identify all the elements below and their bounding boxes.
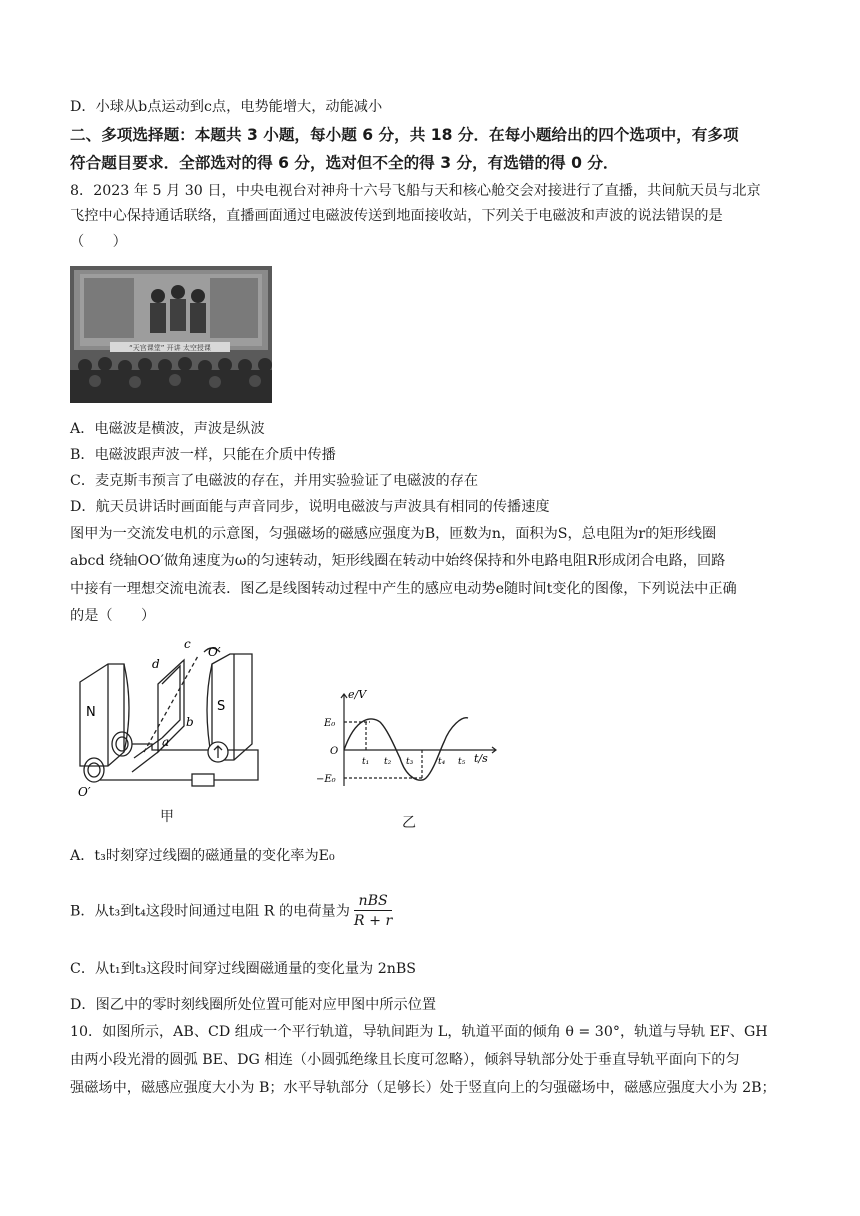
label-a: a: [162, 735, 170, 749]
tick-t3: t₃: [406, 757, 414, 767]
q9-option-d: D．图乙中的零时刻线圈所处位置可能对应甲图中所示位置: [70, 997, 437, 1013]
label-o-top: O′: [208, 645, 221, 659]
magnet-n-label: N: [86, 705, 96, 720]
q8-option-d: D．航天员讲话时画面能与声音同步，说明电磁波与声波具有相同的传播速度: [70, 499, 550, 515]
generator-diagram: [72, 634, 262, 799]
label-o-bottom: O′: [78, 785, 91, 799]
e0-label: E₀: [324, 718, 336, 729]
charge-fraction: [354, 892, 392, 931]
q9-option-b-text: B．从t₃到t₄这段时间通过电阻 R 的电荷量为: [70, 903, 350, 920]
q10-stem-line3: 强磁场中，磁感应强度大小为 B；水平导轨部分（足够长）处于竖直向上的匀强磁场中，磁感应强度大小为 2B；: [70, 1080, 776, 1096]
y-axis-label: e/V: [348, 688, 367, 701]
q9-option-a: A．t₃时刻穿过线圈的磁通量的变化率为E₀: [70, 848, 335, 864]
q8-blank: （ ）: [70, 234, 127, 250]
section-heading-line2: 符合题目要求．全部选对的得 6 分，选对但不全的得 3 分，有选错的得 0 分．: [70, 154, 619, 172]
q8-option-c: C．麦克斯韦预言了电磁波的存在，并用实验验证了电磁波的存在: [70, 473, 479, 489]
option-d-previous: D．小球从b点运动到c点，电势能增大，动能减小: [70, 99, 383, 115]
photo-banner: “天宫课堂” 开讲 太空授课: [129, 344, 211, 352]
q10-stem-line1: 10．如图所示，AB、CD 组成一个平行轨道，导轨间距为 L，轨道平面的倾角 θ = 30°，轨道与导轨 EF、GH: [70, 1024, 768, 1040]
tick-t2: t₂: [384, 757, 392, 767]
label-c: c: [184, 637, 191, 651]
tick-t4: t₄: [438, 757, 446, 767]
fraction-denominator: R + r: [353, 913, 393, 929]
q9-stem-line1: 图甲为一交流发电机的示意图，匀强磁场的磁感应强度为B，匝数为n，面积为S，总电阻为r的矩形线圈: [70, 526, 717, 542]
q9-stem-line4: 的是（ ）: [70, 608, 156, 624]
q8-stem-line1: 8．2023 年 5 月 30 日，中央电视台对神舟十六号飞船与天和核心舱交会对接进行了直播，共间航天员与北京: [70, 183, 761, 199]
q10-stem-line2: 由两小段光滑的圆弧 BE、DG 相连（小圆弧绝缘且长度可忽略），倾斜导轨部分处于垂直导轨平面向下的匀: [70, 1052, 740, 1068]
magnet-s-label: S: [217, 699, 226, 714]
section-heading-line1: 二、多项选择题：本题共 3 小题，每小题 6 分，共 18 分．在每小题给出的四个选项中，有多项: [70, 126, 739, 144]
figure-yi-caption: 乙: [402, 815, 416, 831]
label-b: b: [186, 715, 194, 729]
neg-e0-label: −E₀: [316, 774, 336, 785]
x-axis-label: t/s: [474, 752, 488, 765]
q9-stem-line3: 中接有一理想交流电流表．图乙是线图转动过程中产生的感应电动势e随时间t变化的图像，下列说法中正确: [70, 581, 737, 597]
broadcast-photo: [70, 266, 272, 403]
q8-option-b: B．电磁波跟声波一样，只能在介质中传播: [70, 447, 336, 463]
figure-jia-caption: 甲: [160, 809, 174, 825]
q9-option-b: [70, 892, 792, 931]
q9-stem-line2: abcd 绕轴OO′做角速度为ω的匀速转动，矩形线圈在转动中始终保持和外电路电阻R形成闭合电路，回路: [70, 553, 726, 569]
fraction-numerator: nBS: [354, 892, 392, 911]
broadcast-photo-image: [70, 266, 272, 403]
label-d: d: [152, 657, 160, 671]
q9-option-c: C．从t₁到t₃这段时间穿过线圈磁通量的变化量为 2nBS: [70, 961, 417, 977]
tick-t1: t₁: [362, 757, 370, 767]
q8-option-a: A．电磁波是横波，声波是纵波: [70, 421, 265, 437]
q8-stem-line2: 飞控中心保持通话联络，直播画面通过电磁波传送到地面接收站，下列关于电磁波和声波的说法错误的是: [70, 208, 723, 224]
emf-waveform-graph: [310, 686, 500, 796]
origin-label: O: [330, 746, 339, 757]
tick-t5: t₅: [458, 757, 466, 767]
